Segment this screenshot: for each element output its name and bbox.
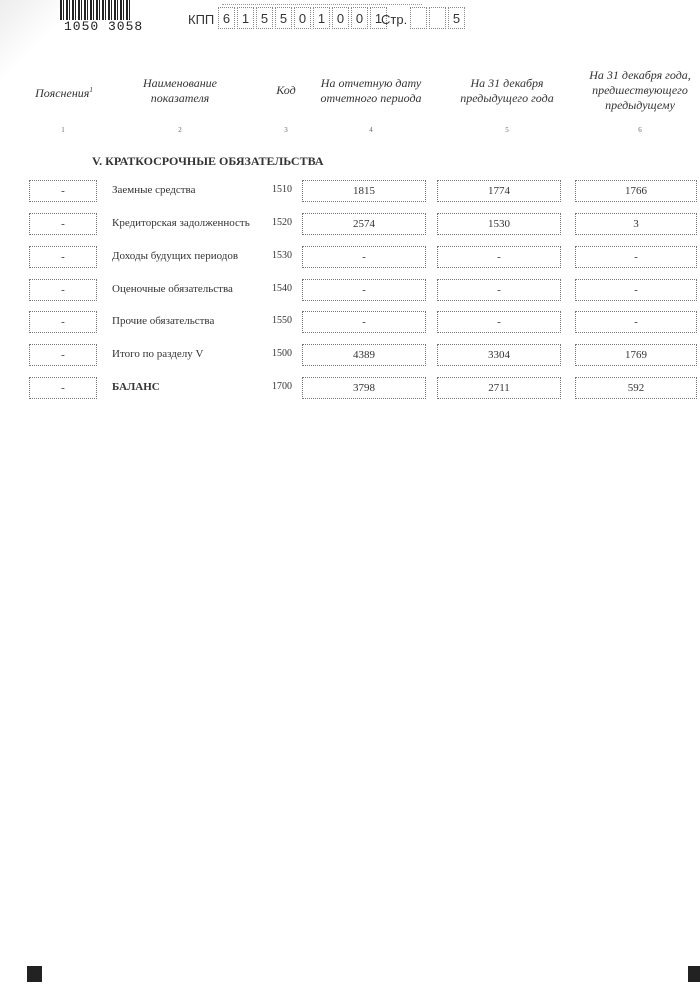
value-prev2: 1769 [575,344,697,366]
indicator-code: 1510 [272,184,292,195]
kpp-cells [218,7,389,29]
value-prev: 1774 [437,180,561,202]
indicator-code: 1550 [272,315,292,326]
value-current: - [302,246,426,268]
col-header-name: Наименование показателя [142,76,217,105]
table-row [0,180,700,202]
col-number: 2 [178,126,182,134]
indicator-name: Прочие обязательства [112,315,215,327]
value-current: - [302,311,426,333]
indicator-name: БАЛАНС [112,381,160,393]
barcode-image [60,0,132,20]
indicator-name: Оценочные обязательства [112,283,233,295]
table-row [0,311,700,333]
explanation-cell: - [29,279,97,301]
value-current: 2574 [302,213,426,235]
col-number: 5 [505,126,509,134]
kpp-digit: 0 [294,7,311,29]
value-prev: - [437,311,561,333]
page-cells [410,7,467,29]
col-header-explanations: Пояснения$^1$ [35,86,93,100]
value-prev: 2711 [437,377,561,399]
barcode-number: 1050 3058 [64,19,144,34]
indicator-code: 1530 [272,250,292,261]
top-strip [222,0,422,5]
table-row [0,344,700,366]
indicator-code: 1540 [272,283,292,294]
value-prev2: 3 [575,213,697,235]
value-prev: 1530 [437,213,561,235]
kpp-digit: 1 [313,7,330,29]
page-digit [429,7,446,29]
col-number: 1 [61,126,65,134]
kpp-digit: 1 [237,7,254,29]
kpp-digit: 5 [275,7,292,29]
explanation-cell: - [29,311,97,333]
alignment-marker-left [27,966,42,982]
kpp-digit: 6 [218,7,235,29]
alignment-marker-right [688,966,700,982]
explanation-cell: - [29,246,97,268]
kpp-digit: 0 [332,7,349,29]
value-prev2: - [575,311,697,333]
kpp-digit: 5 [256,7,273,29]
kpp-label: КПП [188,12,215,27]
table-row-balance [0,377,700,399]
value-prev2: 592 [575,377,697,399]
value-current: - [302,279,426,301]
indicator-code: 1520 [272,217,292,228]
col-header-code: Код [276,83,296,97]
page-label: Стр. [381,12,408,27]
table-row [0,213,700,235]
col-number: 6 [638,126,642,134]
value-prev2: - [575,246,697,268]
explanation-cell: - [29,180,97,202]
page-digit [410,7,427,29]
indicator-name: Кредиторская задолженность [112,217,250,229]
section-title: V. КРАТКОСРОЧНЫЕ ОБЯЗАТЕЛЬСТВА [92,154,324,168]
page-digit: 5 [448,7,465,29]
col-number: 3 [284,126,288,134]
kpp-digit: 0 [351,7,368,29]
value-prev: - [437,279,561,301]
value-current: 3798 [302,377,426,399]
col-header-prev2: На 31 декабря года, предшествующего предыдущему [589,68,691,112]
value-prev: 3304 [437,344,561,366]
explanation-cell: - [29,377,97,399]
indicator-name: Доходы будущих периодов [112,250,239,262]
kpp-digit: 1 [370,7,387,29]
value-prev2: 1766 [575,180,697,202]
col-number: 4 [369,126,373,134]
table-row [0,279,700,301]
col-header-current: На отчетную дату отчетного периода [320,76,422,105]
explanation-cell: - [29,344,97,366]
value-prev: - [437,246,561,268]
indicator-code: 1500 [272,348,292,359]
value-prev2: - [575,279,697,301]
indicator-code: 1700 [272,381,292,392]
col-header-prev: На 31 декабря предыдущего года [460,76,554,105]
table-row [0,246,700,268]
value-current: 4389 [302,344,426,366]
indicator-name: Итого по разделу V [112,348,204,360]
explanation-cell: - [29,213,97,235]
value-current: 1815 [302,180,426,202]
indicator-name: Заемные средства [112,184,196,196]
